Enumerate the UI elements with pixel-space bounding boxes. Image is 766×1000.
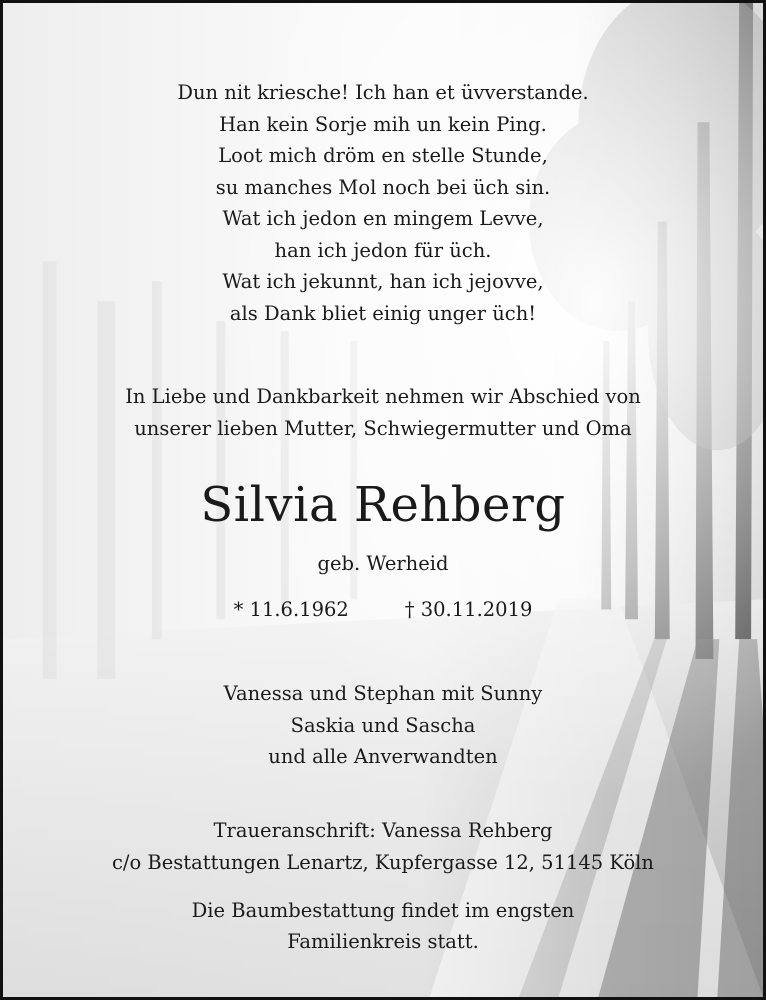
poem-line: Wat ich jekunnt, han ich jejovve,: [222, 270, 544, 293]
poem-line: su manches Mol noch bei üch sin.: [215, 175, 551, 199]
condolence-address: [3, 815, 763, 879]
life-dates: [3, 595, 763, 625]
intro-line: In Liebe und Dankbarkeit nehmen wir Abschied von: [125, 385, 641, 408]
birth-name: geb. Werheid: [317, 552, 449, 575]
poem-line: Han kein Sorje mih un kein Ping.: [219, 112, 547, 136]
deceased-name: Silvia Rehberg: [200, 477, 566, 533]
poem-line: han ich jedon für üch.: [274, 238, 492, 262]
mourner-line: Vanessa und Stephan mit Sunny: [223, 682, 543, 705]
death-date: † 30.11.2019: [404, 598, 533, 621]
poem-line: Dun nit kriesche! Ich han et üvverstande.: [177, 81, 589, 104]
poem-line: Wat ich jedon en mingem Levve,: [222, 207, 544, 230]
poem: [3, 77, 763, 329]
birth-date: * 11.6.1962: [233, 598, 349, 621]
farewell-intro: [3, 381, 763, 444]
mourner-line: und alle Anverwandten: [268, 745, 498, 768]
burial-line: Familienkreis statt.: [287, 930, 479, 953]
poem-line: als Dank bliet einig unger üch!: [229, 301, 537, 325]
poem-line: Loot mich dröm en stelle Stunde,: [218, 144, 548, 167]
mourner-line: Saskia und Sascha: [290, 713, 476, 737]
address-line: c/o Bestattungen Lenartz, Kupfergasse 12, 51145 Köln: [112, 851, 654, 874]
burial-line: Die Baumbestattung findet im engsten: [191, 899, 575, 922]
burial-note: [3, 895, 763, 957]
mourners: [3, 678, 763, 773]
intro-line: unserer lieben Mutter, Schwiegermutter und Oma: [134, 416, 632, 440]
address-line: Traueranschrift: Vanessa Rehberg: [213, 819, 553, 842]
